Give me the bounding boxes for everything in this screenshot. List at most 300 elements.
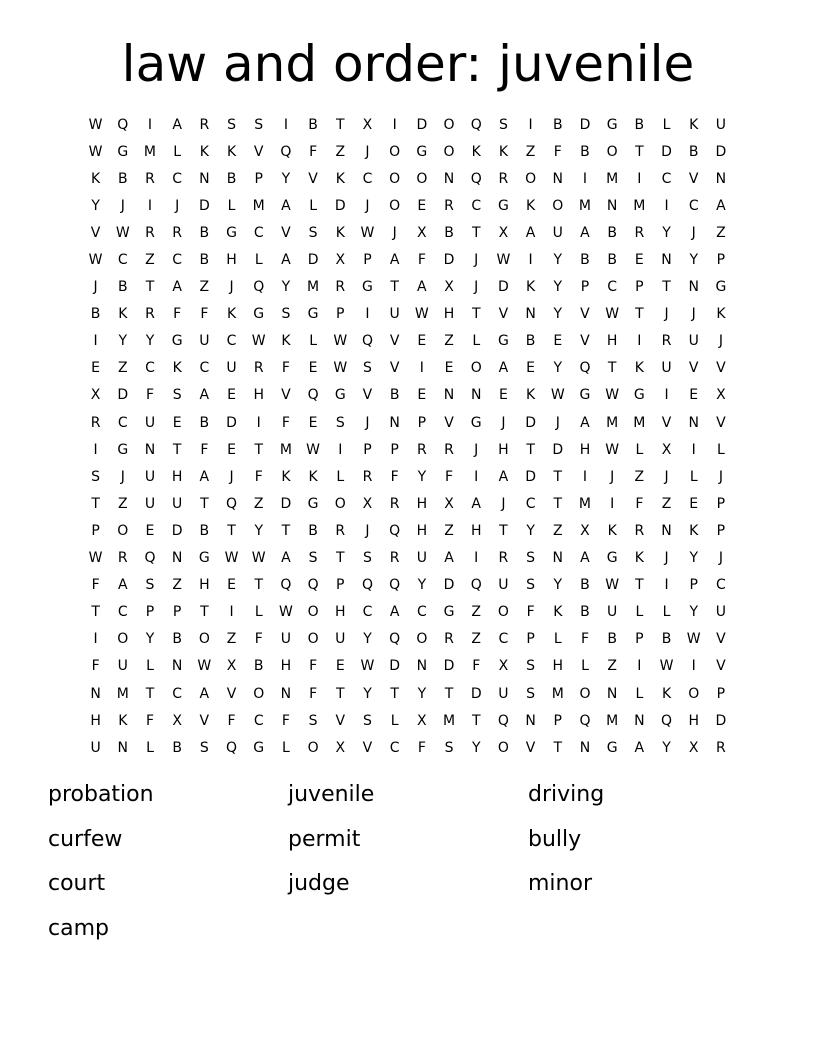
grid-letter: T xyxy=(662,279,671,296)
grid-letter: A xyxy=(580,224,590,241)
grid-letter: Y xyxy=(553,306,563,323)
grid-letter: N xyxy=(715,170,727,187)
grid-letter: B xyxy=(580,577,590,594)
grid-letter: K xyxy=(607,522,617,539)
grid-letter: V xyxy=(716,414,726,431)
grid-letter: F xyxy=(417,252,426,269)
grid-letter: K xyxy=(172,360,182,377)
grid-letter: E xyxy=(308,414,318,431)
grid-letter: V xyxy=(389,333,400,350)
grid-letter: U xyxy=(226,360,237,377)
grid-letter: B xyxy=(607,224,617,241)
grid-letter: U xyxy=(715,116,727,133)
grid-letter: D xyxy=(525,468,536,485)
grid-letter: J xyxy=(691,224,696,241)
grid-letter: I xyxy=(93,441,98,458)
grid-letter: H xyxy=(199,577,210,594)
grid-letter: K xyxy=(308,468,318,485)
grid-letter: H xyxy=(416,495,428,512)
word-list-item: camp xyxy=(48,915,109,941)
grid-letter: F xyxy=(91,577,100,594)
grid-row xyxy=(82,490,735,517)
grid-letter: V xyxy=(688,360,699,377)
grid-letter: E xyxy=(498,387,508,404)
grid-letter: Q xyxy=(307,387,319,404)
grid-letter: B xyxy=(90,306,101,323)
grid-letter: B xyxy=(634,116,645,133)
grid-letter: I xyxy=(664,577,669,594)
grid-letter: A xyxy=(199,685,210,702)
grid-letter: Z xyxy=(117,360,128,377)
grid-letter: J xyxy=(120,468,125,485)
grid-letter: F xyxy=(281,414,290,431)
grid-row xyxy=(82,328,735,355)
grid-letter: N xyxy=(416,658,428,675)
grid-letter: N xyxy=(90,685,101,702)
grid-letter: F xyxy=(200,306,209,323)
grid-letter: B xyxy=(226,170,237,187)
grid-letter: Q xyxy=(579,712,591,729)
grid-letter: F xyxy=(553,143,562,160)
grid-letter: J xyxy=(610,468,615,485)
grid-letter: N xyxy=(171,658,183,675)
grid-letter: F xyxy=(472,658,481,675)
grid-letter: A xyxy=(580,550,590,567)
grid-letter: H xyxy=(280,658,292,675)
grid-letter: D xyxy=(443,252,455,269)
grid-letter: L xyxy=(309,197,317,214)
grid-letter: G xyxy=(497,333,509,350)
grid-letter: I xyxy=(691,441,696,458)
grid-letter: A xyxy=(417,279,427,296)
word-list-item: driving xyxy=(528,782,605,807)
word-list-item: minor xyxy=(528,871,592,896)
grid-letter: U xyxy=(607,604,618,621)
grid-letter: D xyxy=(661,143,672,160)
grid-letter: Z xyxy=(444,333,454,350)
grid-letter: O xyxy=(117,522,129,539)
grid-letter: T xyxy=(390,685,399,702)
grid-letter: U xyxy=(199,333,210,350)
grid-letter: Z xyxy=(335,143,346,160)
grid-letter: H xyxy=(443,306,455,323)
grid-letter: J xyxy=(365,197,370,214)
grid-letter: S xyxy=(363,550,372,567)
grid-letter: B xyxy=(117,279,128,296)
grid-letter: O xyxy=(688,685,700,702)
grid-letter: G xyxy=(362,279,373,296)
grid-letter: K xyxy=(335,170,345,187)
grid-letter: Z xyxy=(552,522,563,539)
grid-letter: R xyxy=(498,550,509,567)
grid-letter: V xyxy=(661,414,672,431)
grid-letter: Y xyxy=(417,685,427,702)
grid-letter: H xyxy=(416,522,428,539)
grid-letter: A xyxy=(172,279,182,296)
grid-letter: Q xyxy=(361,577,373,594)
grid-letter: Y xyxy=(689,550,698,567)
grid-letter: G xyxy=(307,306,319,323)
grid-letter: I xyxy=(283,116,288,133)
grid-letter: Y xyxy=(471,739,481,756)
grid-row xyxy=(82,572,735,599)
grid-letter: W xyxy=(414,306,429,323)
grid-letter: I xyxy=(664,197,669,214)
grid-letter: P xyxy=(635,631,644,648)
grid-letter: P xyxy=(417,414,427,431)
grid-letter: T xyxy=(145,685,155,702)
grid-letter: K xyxy=(226,306,237,323)
grid-letter: X xyxy=(716,387,726,404)
grid-letter: Z xyxy=(253,495,264,512)
grid-letter: E xyxy=(308,360,318,377)
grid-letter: K xyxy=(526,279,536,296)
grid-letter: H xyxy=(498,441,509,458)
grid-letter: Q xyxy=(280,577,292,594)
grid-letter: N xyxy=(606,685,618,702)
grid-letter: L xyxy=(581,658,589,675)
grid-letter: P xyxy=(363,252,372,269)
grid-letter: C xyxy=(661,170,672,187)
grid-letter: J xyxy=(93,279,98,296)
grid-letter: V xyxy=(308,170,318,187)
grid-row xyxy=(82,734,735,761)
grid-letter: X xyxy=(226,658,237,675)
grid-letter: L xyxy=(227,197,236,214)
grid-letter: T xyxy=(91,495,100,512)
grid-row xyxy=(82,707,735,734)
grid-letter: F xyxy=(309,685,318,702)
grid-letter: I xyxy=(338,441,343,458)
grid-letter: O xyxy=(389,170,401,187)
grid-letter: E xyxy=(91,360,101,377)
grid-row xyxy=(82,680,735,707)
grid-letter: M xyxy=(442,712,456,729)
grid-letter: S xyxy=(498,116,508,133)
grid-letter: H xyxy=(606,333,618,350)
grid-letter: L xyxy=(282,739,290,756)
grid-letter: N xyxy=(606,197,618,214)
grid-letter: Q xyxy=(361,333,373,350)
grid-letter: J xyxy=(474,252,479,269)
grid-letter: T xyxy=(553,468,563,485)
grid-letter: P xyxy=(580,279,590,296)
grid-letter: Q xyxy=(226,495,238,512)
grid-letter: E xyxy=(417,197,427,214)
grid-letter: C xyxy=(716,577,726,594)
grid-letter: W xyxy=(278,604,293,621)
grid-letter: G xyxy=(198,550,210,567)
grid-letter: X xyxy=(580,522,590,539)
grid-letter: E xyxy=(335,658,345,675)
grid-letter: D xyxy=(198,197,210,214)
grid-letter: O xyxy=(443,143,455,160)
grid-letter: C xyxy=(362,170,373,187)
grid-letter: G xyxy=(606,739,618,756)
grid-letter: M xyxy=(606,712,619,729)
grid-letter: J xyxy=(664,306,669,323)
grid-letter: R xyxy=(498,170,509,187)
grid-letter: L xyxy=(689,468,698,485)
grid-letter: P xyxy=(716,685,726,702)
grid-letter: V xyxy=(362,387,373,404)
grid-letter: T xyxy=(91,604,100,621)
grid-letter: V xyxy=(199,712,210,729)
grid-letter: X xyxy=(417,224,427,241)
grid-letter: K xyxy=(689,522,699,539)
grid-letter: I xyxy=(474,550,479,567)
grid-letter: R xyxy=(335,279,346,296)
grid-letter: W xyxy=(605,577,620,594)
grid-letter: I xyxy=(637,333,642,350)
grid-letter: D xyxy=(498,279,509,296)
grid-letter: K xyxy=(716,306,726,323)
grid-letter: E xyxy=(689,387,699,404)
grid-letter: Q xyxy=(253,279,265,296)
grid-letter: X xyxy=(335,739,346,756)
grid-letter: X xyxy=(417,712,427,729)
grid-letter: J xyxy=(474,279,479,296)
grid-letter: I xyxy=(637,170,642,187)
grid-letter: M xyxy=(606,170,619,187)
grid-letter: Y xyxy=(553,360,563,377)
grid-letter: T xyxy=(336,685,345,702)
grid-letter: E xyxy=(526,360,536,377)
grid-letter: K xyxy=(118,306,128,323)
grid-letter: N xyxy=(525,712,536,729)
grid-letter: Z xyxy=(716,224,726,241)
grid-letter: Y xyxy=(689,252,698,269)
grid-letter: Z xyxy=(172,577,182,594)
grid-letter: O xyxy=(389,197,401,214)
grid-letter: S xyxy=(526,685,536,702)
grid-letter: F xyxy=(580,631,589,648)
grid-letter: L xyxy=(472,333,481,350)
grid-letter: R xyxy=(634,522,645,539)
grid-letter: E xyxy=(634,252,644,269)
grid-letter: U xyxy=(280,631,292,648)
grid-letter: N xyxy=(688,279,699,296)
grid-letter: O xyxy=(525,170,537,187)
grid-letter: S xyxy=(444,739,454,756)
grid-letter: W xyxy=(88,116,103,133)
grid-letter: H xyxy=(226,252,237,269)
grid-letter: P xyxy=(336,306,345,323)
grid-letter: A xyxy=(498,360,509,377)
grid-letter: O xyxy=(497,604,509,621)
grid-letter: E xyxy=(227,577,236,594)
grid-letter: T xyxy=(526,441,535,458)
grid-letter: G xyxy=(334,387,346,404)
grid-row xyxy=(82,219,735,246)
grid-letter: Y xyxy=(363,631,372,648)
grid-row xyxy=(82,545,735,572)
grid-letter: T xyxy=(281,522,291,539)
grid-letter: U xyxy=(144,468,156,485)
page-title: law and order: juvenile xyxy=(121,35,695,93)
grid-letter: P xyxy=(336,577,345,594)
word-list-item: bully xyxy=(528,826,582,852)
grid-letter: S xyxy=(363,360,372,377)
grid-letter: L xyxy=(309,333,317,350)
grid-letter: T xyxy=(200,495,209,512)
grid-row xyxy=(82,653,735,680)
grid-letter: J xyxy=(718,333,723,350)
grid-letter: M xyxy=(279,441,292,458)
grid-letter: W xyxy=(88,550,103,567)
grid-letter: E xyxy=(227,387,236,404)
grid-letter: Z xyxy=(661,495,672,512)
grid-letter: W xyxy=(251,550,266,567)
grid-letter: K xyxy=(91,170,101,187)
grid-letter: S xyxy=(227,116,236,133)
grid-letter: F xyxy=(635,495,644,512)
grid-letter: A xyxy=(471,495,481,512)
grid-letter: T xyxy=(200,604,209,621)
grid-letter: I xyxy=(365,306,370,323)
grid-letter: O xyxy=(416,170,428,187)
grid-letter: L xyxy=(553,631,562,648)
grid-letter: B xyxy=(199,522,210,539)
grid-letter: U xyxy=(715,604,727,621)
grid-letter: I xyxy=(147,197,153,214)
grid-letter: N xyxy=(579,739,591,756)
grid-letter: Q xyxy=(307,577,319,594)
grid-letter: I xyxy=(528,252,533,269)
grid-letter: K xyxy=(118,712,128,729)
grid-letter: S xyxy=(145,577,155,594)
grid-letter: I xyxy=(582,170,588,187)
grid-letter: D xyxy=(226,414,237,431)
grid-letter: T xyxy=(254,441,263,458)
grid-letter: W xyxy=(360,658,375,675)
grid-letter: U xyxy=(416,550,427,567)
grid-letter: G xyxy=(117,441,129,458)
grid-letter: F xyxy=(526,604,535,621)
grid-letter: Y xyxy=(281,170,291,187)
grid-letter: U xyxy=(552,224,563,241)
grid-letter: R xyxy=(90,414,101,431)
grid-letter: Z xyxy=(471,604,482,621)
grid-letter: A xyxy=(444,550,454,567)
grid-letter: Y xyxy=(526,522,535,539)
grid-letter: X xyxy=(362,495,373,512)
grid-letter: K xyxy=(335,224,345,241)
grid-letter: Q xyxy=(661,712,673,729)
grid-letter: A xyxy=(716,197,726,214)
grid-letter: L xyxy=(254,252,263,269)
grid-letter: N xyxy=(552,550,564,567)
grid-letter: U xyxy=(172,495,183,512)
grid-letter: R xyxy=(145,306,155,323)
grid-letter: Q xyxy=(470,577,482,594)
grid-row xyxy=(82,463,735,490)
grid-letter: Y xyxy=(553,577,563,594)
grid-letter: A xyxy=(634,739,645,756)
grid-letter: X xyxy=(444,279,454,296)
grid-letter: M xyxy=(578,197,592,214)
grid-letter: D xyxy=(715,143,727,160)
grid-letter: R xyxy=(253,360,264,377)
grid-letter: I xyxy=(419,360,424,377)
grid-letter: G xyxy=(633,387,645,404)
grid-letter: V xyxy=(281,224,291,241)
grid-letter: T xyxy=(471,306,481,323)
grid-letter: P xyxy=(553,712,562,729)
grid-letter: A xyxy=(199,387,210,404)
grid-letter: C xyxy=(471,197,482,214)
grid-letter: G xyxy=(307,495,319,512)
grid-letter: G xyxy=(715,279,727,296)
grid-letter: K xyxy=(281,468,291,485)
grid-letter: A xyxy=(281,252,291,269)
grid-letter: E xyxy=(689,495,699,512)
grid-letter: X xyxy=(498,224,509,241)
grid-row xyxy=(82,246,735,273)
grid-letter: I xyxy=(664,387,669,404)
word-list-item: probation xyxy=(48,782,154,807)
grid-letter: I xyxy=(610,495,615,512)
grid-letter: C xyxy=(172,170,183,187)
grid-letter: W xyxy=(659,658,674,675)
grid-letter: R xyxy=(389,495,400,512)
grid-letter: T xyxy=(635,577,644,594)
grid-letter: I xyxy=(256,414,261,431)
grid-letter: H xyxy=(579,441,591,458)
grid-letter: D xyxy=(334,197,346,214)
grid-letter: P xyxy=(254,170,263,187)
grid-letter: F xyxy=(309,143,318,160)
grid-letter: S xyxy=(526,658,536,675)
grid-letter: X xyxy=(172,712,182,729)
grid-letter: W xyxy=(197,658,212,675)
grid-letter: C xyxy=(117,604,128,621)
grid-letter: T xyxy=(471,712,481,729)
grid-letter: D xyxy=(443,577,455,594)
grid-letter: A xyxy=(199,468,210,485)
grid-letter: K xyxy=(661,685,672,702)
grid-letter: Y xyxy=(553,252,563,269)
grid-letter: D xyxy=(416,116,428,133)
grid-letter: A xyxy=(580,414,590,431)
grid-letter: B xyxy=(172,631,182,648)
grid-letter: J xyxy=(691,306,696,323)
grid-letter: C xyxy=(688,197,699,214)
grid-letter: T xyxy=(254,577,263,594)
grid-letter: O xyxy=(307,631,319,648)
grid-letter: C xyxy=(525,495,536,512)
grid-letter: K xyxy=(471,143,481,160)
grid-letter: R xyxy=(389,550,400,567)
grid-letter: I xyxy=(528,116,533,133)
grid-letter: V xyxy=(253,143,264,160)
grid-letter: V xyxy=(716,360,726,377)
grid-letter: F xyxy=(145,387,154,404)
grid-row xyxy=(82,382,735,409)
grid-letter: Y xyxy=(689,604,698,621)
grid-letter: W xyxy=(88,143,103,160)
grid-letter: J xyxy=(392,224,397,241)
grid-letter: M xyxy=(551,685,564,702)
grid-letter: V xyxy=(716,658,726,675)
grid-letter: B xyxy=(199,414,210,431)
grid-letter: A xyxy=(389,252,400,269)
grid-letter: J xyxy=(718,550,723,567)
grid-letter: O xyxy=(307,739,319,756)
grid-letter: J xyxy=(555,414,560,431)
grid-letter: O xyxy=(443,116,455,133)
grid-letter: I xyxy=(474,468,479,485)
